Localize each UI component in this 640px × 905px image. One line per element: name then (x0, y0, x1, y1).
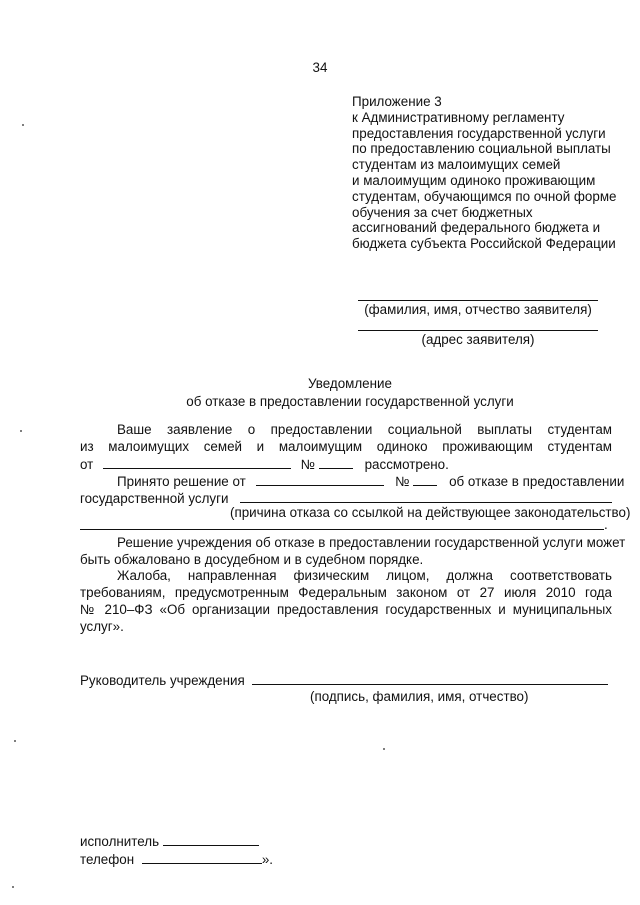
phone-label: телефон (80, 852, 135, 867)
appendix-line: по предоставлению социальной выплаты (352, 141, 611, 157)
appendix-line: бюджета субъекта Российской Федерации (352, 236, 616, 252)
refusal-reason-field[interactable] (240, 490, 612, 503)
body-line: Ваше заявление о предоставлении социальной выплаты студентам (117, 422, 612, 437)
appendix-block (352, 94, 616, 252)
refusal-text: об отказе в предоставлении (449, 474, 625, 489)
signature-label: Руководитель учреждения (80, 673, 245, 688)
reason-end-dot: . (604, 517, 608, 532)
reviewed-text: рассмотрено. (364, 457, 449, 472)
scan-speck (22, 124, 24, 126)
reason-caption: (причина отказа со ссылкой на действующее законодательство) (230, 505, 631, 520)
applicant-address-line (358, 330, 598, 331)
appendix-line: студентам, обучающимся по очной форме (352, 188, 617, 204)
applicant-name-line (358, 300, 598, 301)
body-line (117, 473, 625, 490)
scan-speck (12, 886, 14, 888)
scan-speck (20, 430, 22, 432)
body-line: услуг». (80, 619, 124, 634)
service-label: государственной услуги (80, 491, 229, 506)
body-line: Решение учреждения об отказе в предоставлении государственной услуги может (117, 535, 626, 550)
page-number: 34 (312, 60, 328, 75)
number-label: № (300, 457, 316, 472)
executor-row (80, 833, 612, 850)
applicant-address-caption: (адрес заявителя) (421, 332, 535, 347)
body-line: быть обжаловано в досудебном и в судебном порядке. (80, 552, 424, 567)
executor-label: исполнитель (80, 834, 160, 849)
notice-subtitle: об отказе в предоставлении государственной услуги (186, 394, 514, 409)
applicant-name-caption: (фамилия, имя, отчество заявителя) (364, 302, 592, 317)
decision-label: Принято решение от (117, 474, 246, 489)
appendix-line: Приложение 3 (352, 94, 442, 109)
reason-continuation-line[interactable] (80, 529, 604, 530)
application-date-field[interactable] (103, 456, 291, 469)
appendix-line: ассигнований федерального бюджета и (352, 220, 601, 236)
body-line: Жалоба, направленная физическим лицом, должна соответствовать (117, 568, 612, 583)
decision-date-field[interactable] (256, 473, 384, 486)
body-line: № 210–ФЗ «Об организации предоставления государственных и муниципальных (80, 602, 612, 617)
phone-field[interactable] (142, 851, 262, 864)
applicant-name-field[interactable] (358, 300, 598, 317)
from-label: от (80, 457, 94, 472)
appendix-line: к Административному регламенту (352, 109, 565, 125)
body-line: требованиям, предусмотренным Федеральным законом от 27 июля 2010 года (80, 585, 612, 600)
decision-number-label: № (395, 474, 410, 489)
body-line (80, 456, 612, 473)
application-number-field[interactable] (319, 456, 353, 469)
scan-speck (14, 740, 16, 742)
decision-number-field[interactable] (413, 473, 437, 486)
signature-row (80, 672, 612, 689)
appendix-line: обучения за счет бюджетных (352, 204, 533, 220)
appendix-line: студентам из малоимущих семей (352, 157, 561, 173)
notice-title: Уведомление (308, 376, 392, 391)
scan-speck (383, 748, 385, 750)
phone-row (80, 851, 612, 868)
phone-end: ». (261, 852, 274, 867)
appendix-line: и малоимущим одиноко проживающим (352, 172, 596, 188)
applicant-address-field[interactable] (358, 330, 598, 347)
signature-caption: (подпись, фамилия, имя, отчество) (310, 689, 529, 704)
executor-field[interactable] (163, 833, 259, 846)
body-line: из малоимущих семей и малоимущим одиноко проживающим студентам (80, 439, 612, 454)
appendix-line: предоставления государственной услуги (352, 125, 606, 141)
signature-field[interactable] (252, 672, 608, 685)
